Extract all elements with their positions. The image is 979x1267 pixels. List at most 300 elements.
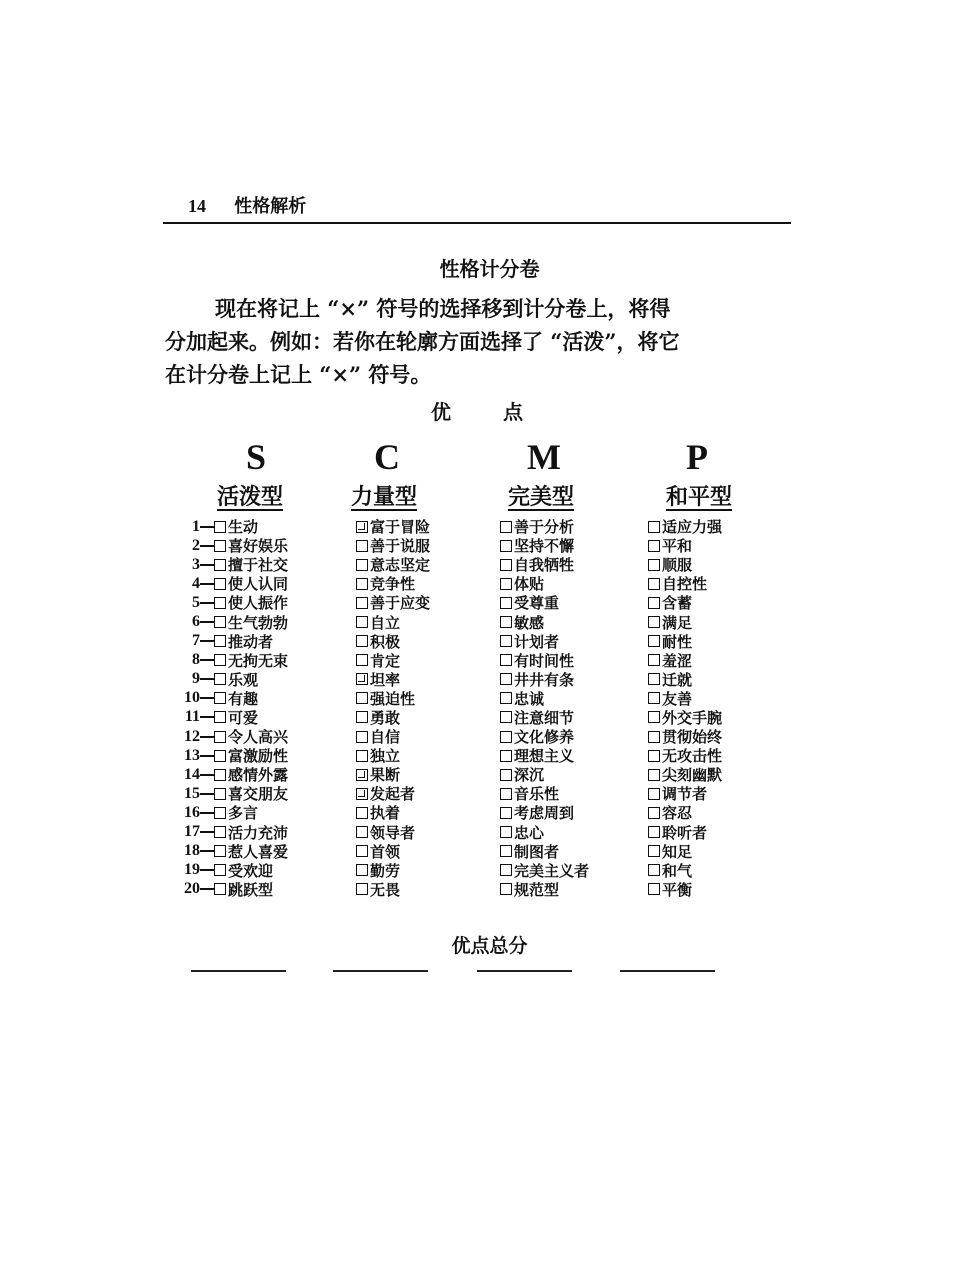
item-label: 跳跃型 [228,880,274,899]
list-item [356,880,430,899]
row-dash [200,678,214,680]
item-label: 富于冒险 [370,518,431,537]
item-label: 善于说服 [370,537,431,556]
checkbox[interactable] [356,692,368,704]
item-label: 知足 [662,842,693,861]
checkbox[interactable] [214,654,226,666]
checkbox[interactable] [500,883,512,895]
item-label: 平和 [662,537,693,556]
row-dash [200,888,214,890]
list-item [500,803,589,822]
checkbox[interactable] [500,731,512,743]
checkbox[interactable] [648,711,660,723]
total-label: 优点总分 [451,935,528,957]
item-label: 考虑周到 [514,804,575,823]
checkbox[interactable] [214,578,226,590]
checkbox[interactable] [500,826,512,838]
item-label: 勤劳 [370,861,401,880]
checkbox[interactable] [356,826,368,838]
item-label: 计划者 [514,632,560,651]
item-label: 体贴 [514,575,545,594]
list-item [356,842,430,861]
list-item [648,536,722,555]
list-item [170,670,288,689]
checkbox[interactable] [648,826,660,838]
list-item [500,536,589,555]
item-label: 忠诚 [514,689,545,708]
item-label: 自信 [370,728,401,747]
checkbox[interactable] [356,807,368,819]
item-label: 乐观 [228,670,259,689]
item-label: 有趣 [228,689,259,708]
list-item [648,651,722,670]
type-label-s: 活泼型 [217,484,284,510]
item-label: 坚持不懈 [514,537,575,556]
row-number: 11 [184,708,200,726]
list-item [170,765,288,784]
row-number: 14 [184,765,200,783]
item-label: 推动者 [228,632,274,651]
header-rule [163,222,791,224]
letter-s: S [246,437,267,477]
item-label: 果断 [370,766,401,785]
row-number: 13 [184,746,200,764]
column-c [356,517,430,899]
checkbox[interactable] [648,521,660,533]
list-item [500,555,589,574]
checkbox[interactable] [356,750,368,762]
list-item [500,651,589,670]
list-item [500,880,589,899]
row-dash [200,545,214,547]
checkbox[interactable] [648,540,660,552]
checkbox[interactable] [648,883,660,895]
item-label: 顺服 [662,556,693,575]
letter-c: C [374,437,400,477]
list-item [500,861,589,880]
item-label: 喜交朋友 [228,785,289,804]
checkbox[interactable] [500,654,512,666]
checkbox[interactable] [648,750,660,762]
total-blank-p[interactable] [620,970,715,972]
checkbox[interactable] [500,692,512,704]
list-item [648,823,722,842]
item-label: 发起者 [370,785,416,804]
instruction-line: 在计分卷上记上 “×” 符号。 [165,362,432,387]
list-item [170,861,288,880]
list-item [170,803,288,822]
item-label: 有时间性 [514,651,575,670]
item-label: 强迫性 [370,689,416,708]
list-item [170,689,288,708]
item-label: 生动 [228,518,259,537]
row-number: 15 [184,784,200,802]
list-item [356,612,430,631]
row-number: 9 [192,670,200,688]
list-item [356,803,430,822]
list-item [170,746,288,765]
list-item [356,555,430,574]
item-label: 肯定 [370,651,401,670]
row-number: 3 [192,555,200,573]
checkbox[interactable] [356,845,368,857]
list-item [500,784,589,803]
row-dash [200,526,214,528]
checkbox[interactable] [356,864,368,876]
item-label: 自立 [370,613,401,632]
checkbox[interactable] [648,788,660,800]
row-number: 12 [184,727,200,745]
column-s [170,517,288,899]
checkbox[interactable] [648,559,660,571]
item-label: 容忍 [662,804,693,823]
list-item [648,746,722,765]
checkbox[interactable] [648,673,660,685]
checkbox[interactable] [214,788,226,800]
list-item [500,842,589,861]
checkbox[interactable] [500,635,512,647]
list-item [500,746,589,765]
list-item [648,708,722,727]
checkbox[interactable] [500,769,512,781]
checkbox[interactable] [500,616,512,628]
list-item [170,517,288,536]
item-label: 多言 [228,804,259,823]
list-item [170,708,288,727]
row-dash [200,564,214,566]
item-label: 适应力强 [662,518,723,537]
item-label: 贯彻始终 [662,728,723,747]
list-item [648,555,722,574]
list-item [356,574,430,593]
checkbox[interactable] [648,654,660,666]
row-number: 5 [192,593,200,611]
checkbox[interactable] [500,673,512,685]
item-label: 坦率 [370,670,401,689]
checkbox[interactable] [214,883,226,895]
checkbox[interactable] [356,883,368,895]
list-item [170,632,288,651]
item-label: 积极 [370,632,401,651]
item-label: 羞涩 [662,651,693,670]
list-item [648,574,722,593]
list-item [500,727,589,746]
instruction-line: 分加起来。例如：若你在轮廓方面选择了 “活泼”，将它 [165,329,680,354]
list-item [356,823,430,842]
row-number: 19 [184,861,200,879]
list-item [648,517,722,536]
checkbox[interactable] [356,521,368,533]
checkbox[interactable] [214,826,226,838]
item-label: 音乐性 [514,785,560,804]
item-label: 注意细节 [514,708,575,727]
list-item [356,536,430,555]
item-label: 理想主义 [514,747,575,766]
row-dash [200,869,214,871]
row-number: 4 [192,574,200,592]
row-dash [200,621,214,623]
list-item [648,593,722,612]
checkbox[interactable] [356,673,368,685]
row-dash [200,850,214,852]
checkbox[interactable] [500,540,512,552]
checkbox[interactable] [214,807,226,819]
row-dash [200,640,214,642]
list-item [170,727,288,746]
item-label: 善于分析 [514,518,575,537]
checkbox[interactable] [648,635,660,647]
instructions [165,292,791,391]
row-number: 1 [192,517,200,535]
list-item [356,708,430,727]
checkbox[interactable] [648,845,660,857]
list-item [648,632,722,651]
type-label-m: 完美型 [508,484,575,510]
list-item [500,708,589,727]
row-dash [200,697,214,699]
item-label: 满足 [662,613,693,632]
list-item [500,823,589,842]
list-item [170,555,288,574]
item-label: 受尊重 [514,594,560,613]
checkbox[interactable] [356,559,368,571]
item-label: 和气 [662,861,693,880]
checkbox[interactable] [500,559,512,571]
checkbox[interactable] [214,692,226,704]
checkbox[interactable] [214,845,226,857]
list-item [170,880,288,899]
list-item [170,842,288,861]
page-number: 14 [188,196,206,216]
row-dash [200,659,214,661]
list-item [648,803,722,822]
item-label: 规范型 [514,880,560,899]
book-title: 性格解析 [234,196,307,217]
list-item [648,689,722,708]
item-label: 使人振作 [228,594,289,613]
checkbox[interactable] [356,540,368,552]
item-label: 井井有条 [514,670,575,689]
item-label: 受欢迎 [228,861,274,880]
item-label: 自控性 [662,575,708,594]
item-label: 聆听者 [662,823,708,842]
checkbox[interactable] [500,788,512,800]
list-item [356,746,430,765]
type-label-p: 和平型 [666,484,733,510]
item-label: 完美主义者 [514,861,590,880]
item-label: 首领 [370,842,401,861]
checkbox[interactable] [214,769,226,781]
checkbox[interactable] [214,711,226,723]
row-dash [200,774,214,776]
checkbox[interactable] [500,597,512,609]
checkbox[interactable] [648,692,660,704]
item-label: 令人高兴 [228,728,289,747]
list-item [500,765,589,784]
list-item [170,823,288,842]
item-label: 平衡 [662,880,693,899]
checkbox[interactable] [648,864,660,876]
item-label: 调节者 [662,785,708,804]
checkbox[interactable] [356,597,368,609]
list-item [170,612,288,631]
checkbox[interactable] [356,578,368,590]
item-label: 自我牺牲 [514,556,575,575]
list-item [356,632,430,651]
checkbox[interactable] [214,616,226,628]
item-label: 外交手腕 [662,708,723,727]
checkbox[interactable] [214,635,226,647]
item-label: 富激励性 [228,747,289,766]
checkbox[interactable] [500,864,512,876]
row-dash [200,812,214,814]
checkbox[interactable] [214,750,226,762]
row-number: 10 [184,689,200,707]
instruction-line: 现在将记上 “×” 符号的选择移到计分卷上，将得 [215,296,671,321]
item-label: 无畏 [370,880,401,899]
item-label: 尖刻幽默 [662,766,723,785]
checkbox[interactable] [356,788,368,800]
checkbox[interactable] [648,731,660,743]
checkbox[interactable] [648,597,660,609]
checkbox[interactable] [648,578,660,590]
row-number: 17 [184,823,200,841]
list-item [500,670,589,689]
item-label: 独立 [370,747,401,766]
checkbox[interactable] [356,769,368,781]
row-number: 8 [192,651,200,669]
total-blank-c[interactable] [333,970,428,972]
checkbox[interactable] [214,521,226,533]
list-item [500,612,589,631]
checkbox[interactable] [356,616,368,628]
list-item [648,880,722,899]
list-item [500,574,589,593]
item-label: 深沉 [514,766,545,785]
checkbox[interactable] [214,559,226,571]
section-label-you: 优 [431,400,451,424]
checkbox[interactable] [214,731,226,743]
item-label: 无攻击性 [662,747,723,766]
letter-m: M [527,437,561,477]
total-blank-m[interactable] [477,970,572,972]
checkbox[interactable] [500,807,512,819]
row-dash [200,583,214,585]
list-item [170,593,288,612]
list-item [170,536,288,555]
item-label: 喜好娱乐 [228,537,289,556]
checkbox[interactable] [356,635,368,647]
list-item [648,842,722,861]
checkbox[interactable] [648,616,660,628]
list-item [500,593,589,612]
checkbox[interactable] [648,769,660,781]
row-number: 20 [184,880,200,898]
item-label: 惹人喜爱 [228,842,289,861]
row-dash [200,736,214,738]
checkbox[interactable] [500,578,512,590]
row-number: 7 [192,632,200,650]
checkbox[interactable] [214,540,226,552]
item-label: 活力充沛 [228,823,289,842]
list-item [648,670,722,689]
total-blank-s[interactable] [191,970,286,972]
list-item [356,651,430,670]
list-item [356,689,430,708]
item-label: 耐性 [662,632,693,651]
list-item [170,784,288,803]
item-label: 竞争性 [370,575,416,594]
letter-p: P [686,437,708,477]
row-dash [200,716,214,718]
row-dash [200,755,214,757]
list-item [356,517,430,536]
list-item [500,689,589,708]
row-number: 16 [184,803,200,821]
checkbox[interactable] [500,845,512,857]
checkbox[interactable] [500,521,512,533]
item-label: 生气勃勃 [228,613,289,632]
page-header [188,192,306,218]
list-item [356,784,430,803]
checkbox[interactable] [214,597,226,609]
checkbox[interactable] [356,654,368,666]
section-label-dian: 点 [503,400,523,424]
list-item [648,784,722,803]
item-label: 使人认同 [228,575,289,594]
column-m [500,517,589,899]
checkbox[interactable] [356,731,368,743]
column-p [648,517,722,899]
item-label: 无拘无束 [228,651,289,670]
list-item [170,651,288,670]
checkbox[interactable] [648,807,660,819]
list-item [356,670,430,689]
item-label: 敏感 [514,613,545,632]
row-dash [200,793,214,795]
item-label: 勇敢 [370,708,401,727]
list-item [356,727,430,746]
item-label: 领导者 [370,823,416,842]
list-item [170,574,288,593]
item-label: 忠心 [514,823,545,842]
list-item [648,612,722,631]
checkbox[interactable] [214,864,226,876]
item-label: 制图者 [514,842,560,861]
row-number: 2 [192,536,200,554]
item-label: 善于应变 [370,594,431,613]
item-label: 执着 [370,804,401,823]
checkbox[interactable] [214,673,226,685]
item-label: 擅于社交 [228,556,289,575]
list-item [356,593,430,612]
row-dash [200,602,214,604]
row-dash [200,831,214,833]
item-label: 可爱 [228,708,259,727]
checkbox[interactable] [500,750,512,762]
type-label-c: 力量型 [351,484,418,510]
list-item [648,765,722,784]
checkbox[interactable] [356,711,368,723]
list-item [648,861,722,880]
item-label: 含蓄 [662,594,693,613]
checkbox[interactable] [500,711,512,723]
list-item [356,861,430,880]
item-label: 感情外露 [228,766,289,785]
row-number: 18 [184,842,200,860]
list-item [356,765,430,784]
list-item [648,727,722,746]
